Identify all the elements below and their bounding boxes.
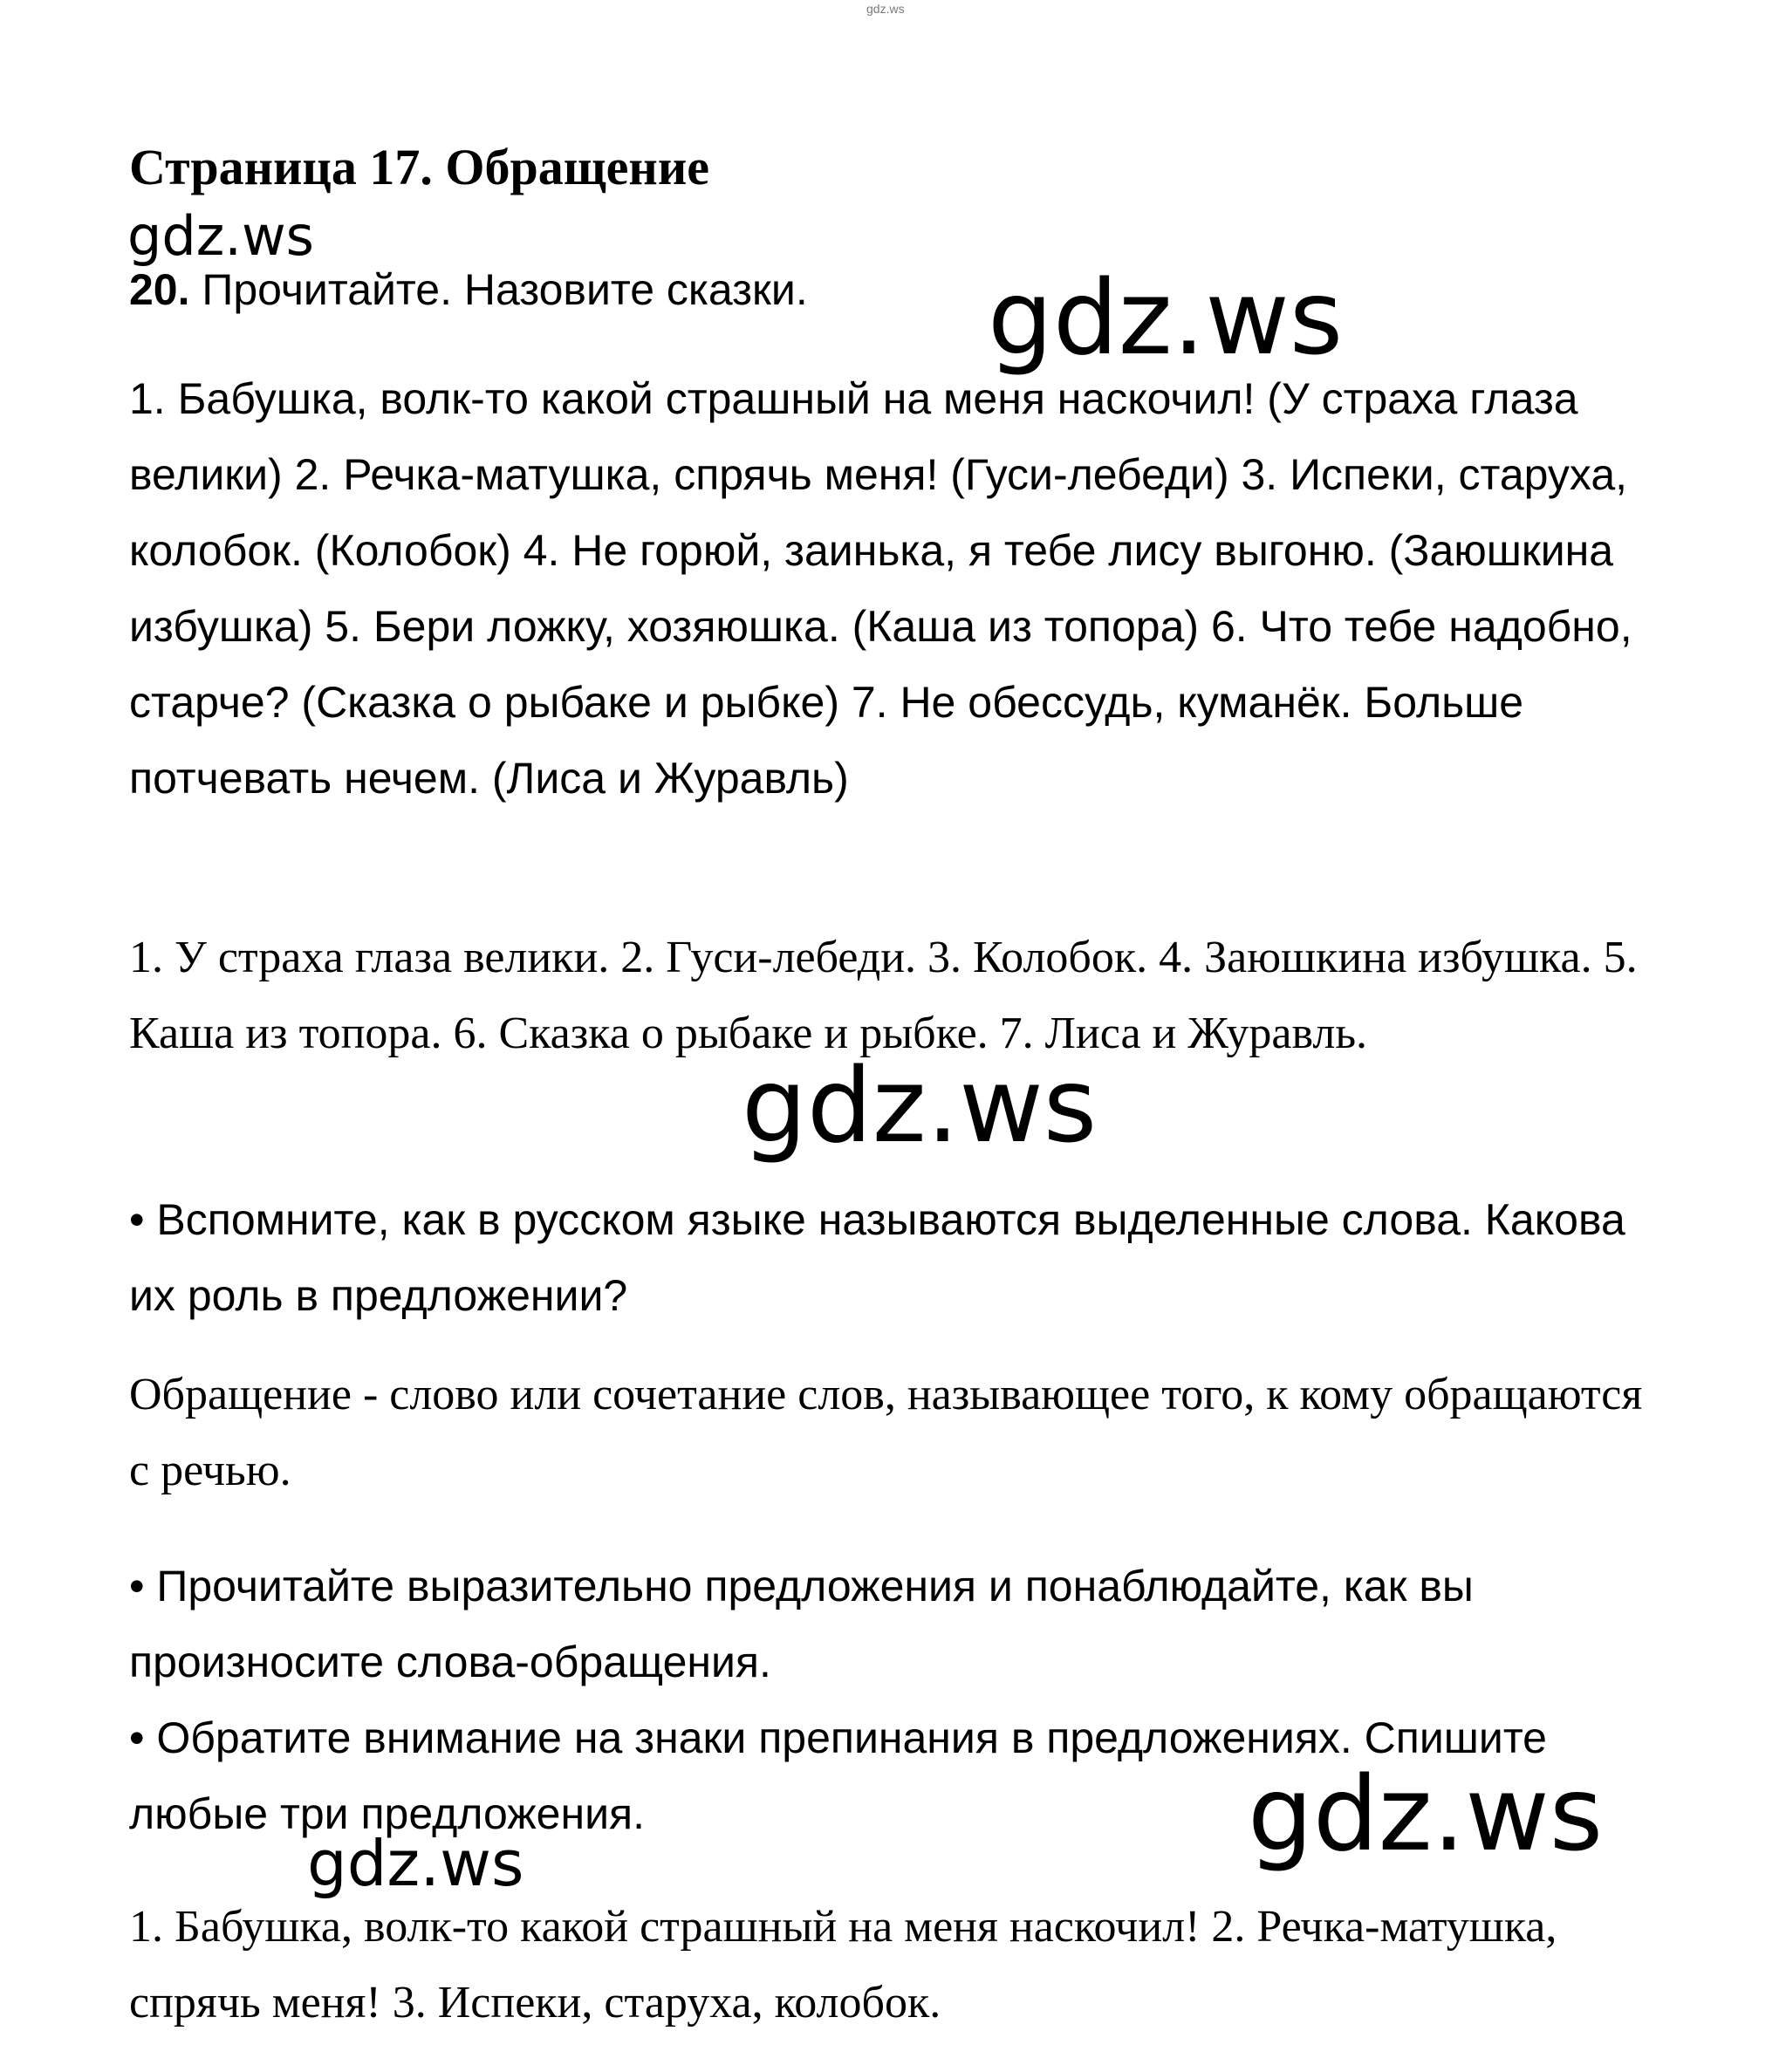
- task-number: 20.: [129, 265, 190, 314]
- answer-copied-sentences: 1. Бабушка, волк-то какой страшный на меня наскочил! 2. Речка-матушка, спрячь меня! 3. Испеки, старуха, колобок.: [129, 1902, 1557, 2028]
- question-punctuation: • Обратите внимание на знаки препинания в предложениях. Спишите любые три предложения.: [129, 1713, 1547, 1838]
- task-heading: [129, 264, 808, 315]
- answer-fairy-tales: 1. У страха глаза велики. 2. Гуси-лебеди. 3. Колобок. 4. Заюшкина избушка. 5. Каша из топора. 6. Сказка о рыбаке и рыбке. 7. Лиса и Журавль.: [129, 933, 1638, 1058]
- exercise-text: 1. Бабушка, волк-то какой страшный на меня наскочил! (У страха глаза велики) 2. Речка-матушка, спрячь меня! (Гуси-лебеди) 3. Испеки, старуха, колобок. (Колобок) 4. Не горюй, заинька, я тебе лису выгоню. (Заюшкина избушка) 5. Бери ложку, хозяюшка. (Каша из топора) 6. Что тебе надобно, старче? (Сказка о рыбаке и рыбке) 7. Не обессудь, куманёк. Больше потчевать нечем. (Лиса и Журавль): [129, 374, 1632, 803]
- question-highlighted-words: • Вспомните, как в русском языке называются выделенные слова. Какова их роль в предложении?: [129, 1195, 1625, 1320]
- watermark: gdz.ws: [988, 257, 1344, 378]
- task-instruction: Прочитайте. Назовите сказки.: [202, 265, 808, 314]
- site-label: gdz.ws: [127, 204, 314, 268]
- watermark: gdz.ws: [1248, 1754, 1604, 1874]
- top-watermark: gdz.ws: [866, 2, 905, 16]
- watermark: gdz.ws: [742, 1045, 1098, 1166]
- page-title: Страница 17. Обращение: [129, 139, 709, 195]
- answer-definition: Обращение - слово или сочетание слов, называющее того, к кому обращаются с речью.: [129, 1370, 1643, 1495]
- question-read-expressively: • Прочитайте выразительно предложения и понаблюдайте, как вы произносите слова-обращения.: [129, 1562, 1474, 1686]
- watermark: gdz.ws: [307, 1827, 524, 1900]
